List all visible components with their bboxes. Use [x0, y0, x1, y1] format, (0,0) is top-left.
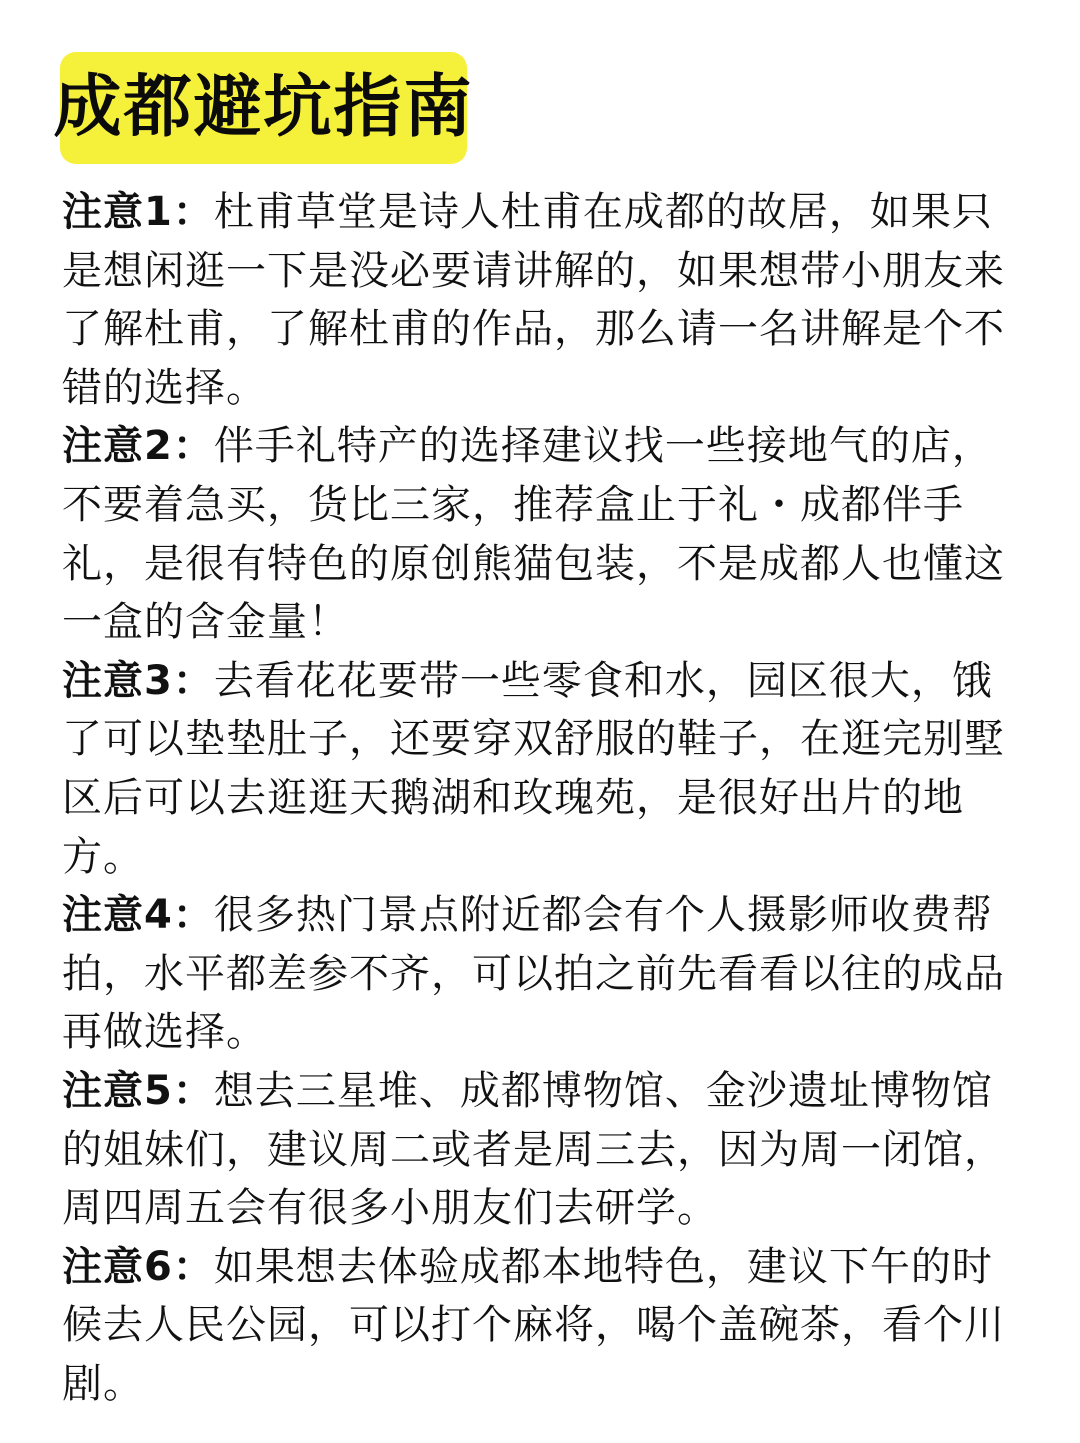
tip-label: 注意4：: [62, 892, 214, 939]
tip-item-5: [62, 1062, 1027, 1238]
tip-label: 注意6：: [62, 1243, 214, 1290]
tip-text: 如果想去体验成都本地特色，建议下午的时候去人民公园，可以打个麻将，喝个盖碗茶，看个川剧。: [62, 1243, 1005, 1407]
tip-label: 注意5：: [62, 1067, 214, 1114]
title-badge: [53, 52, 474, 164]
tips-list: [62, 183, 1027, 1413]
tip-text: 去看花花要带一些零食和水，园区很大，饿了可以垫垫肚子，还要穿双舒服的鞋子，在逛完别墅区后可以去逛逛天鹅湖和玫瑰苑，是很好出片的地方。: [62, 657, 1005, 880]
tip-label: 注意2：: [62, 423, 214, 470]
page-title: 成都避坑指南: [53, 68, 474, 147]
tip-label: 注意3：: [62, 657, 214, 704]
tip-text: 很多热门景点附近都会有个人摄影师收费帮拍，水平都差参不齐，可以拍之前先看看以往的成品再做选择。: [62, 892, 1005, 1056]
tip-text: 想去三星堆、成都博物馆、金沙遗址博物馆的姐妹们，建议周二或者是周三去，因为周一闭馆，周四周五会有很多小朋友们去研学。: [62, 1067, 1005, 1232]
tip-item-2: [62, 417, 1027, 651]
tip-item-4: [62, 886, 1027, 1062]
tip-item-6: [62, 1238, 1027, 1414]
tip-item-1: [62, 183, 1027, 417]
tip-label: 注意1：: [62, 189, 214, 235]
tip-text: 杜甫草堂是诗人杜甫在成都的故居，如果只是想闲逛一下是没必要请讲解的，如果想带小朋友来了解杜甫，了解杜甫的作品，那么请一名讲解是个不错的选择。: [62, 189, 1005, 411]
tip-item-3: [62, 652, 1027, 886]
tip-text: 伴手礼特产的选择建议找一些接地气的店，不要着急买，货比三家，推荐盒止于礼・成都伴手礼，是很有特色的原创熊猫包装，不是成都人也懂这一盒的含金量！: [62, 423, 1005, 646]
